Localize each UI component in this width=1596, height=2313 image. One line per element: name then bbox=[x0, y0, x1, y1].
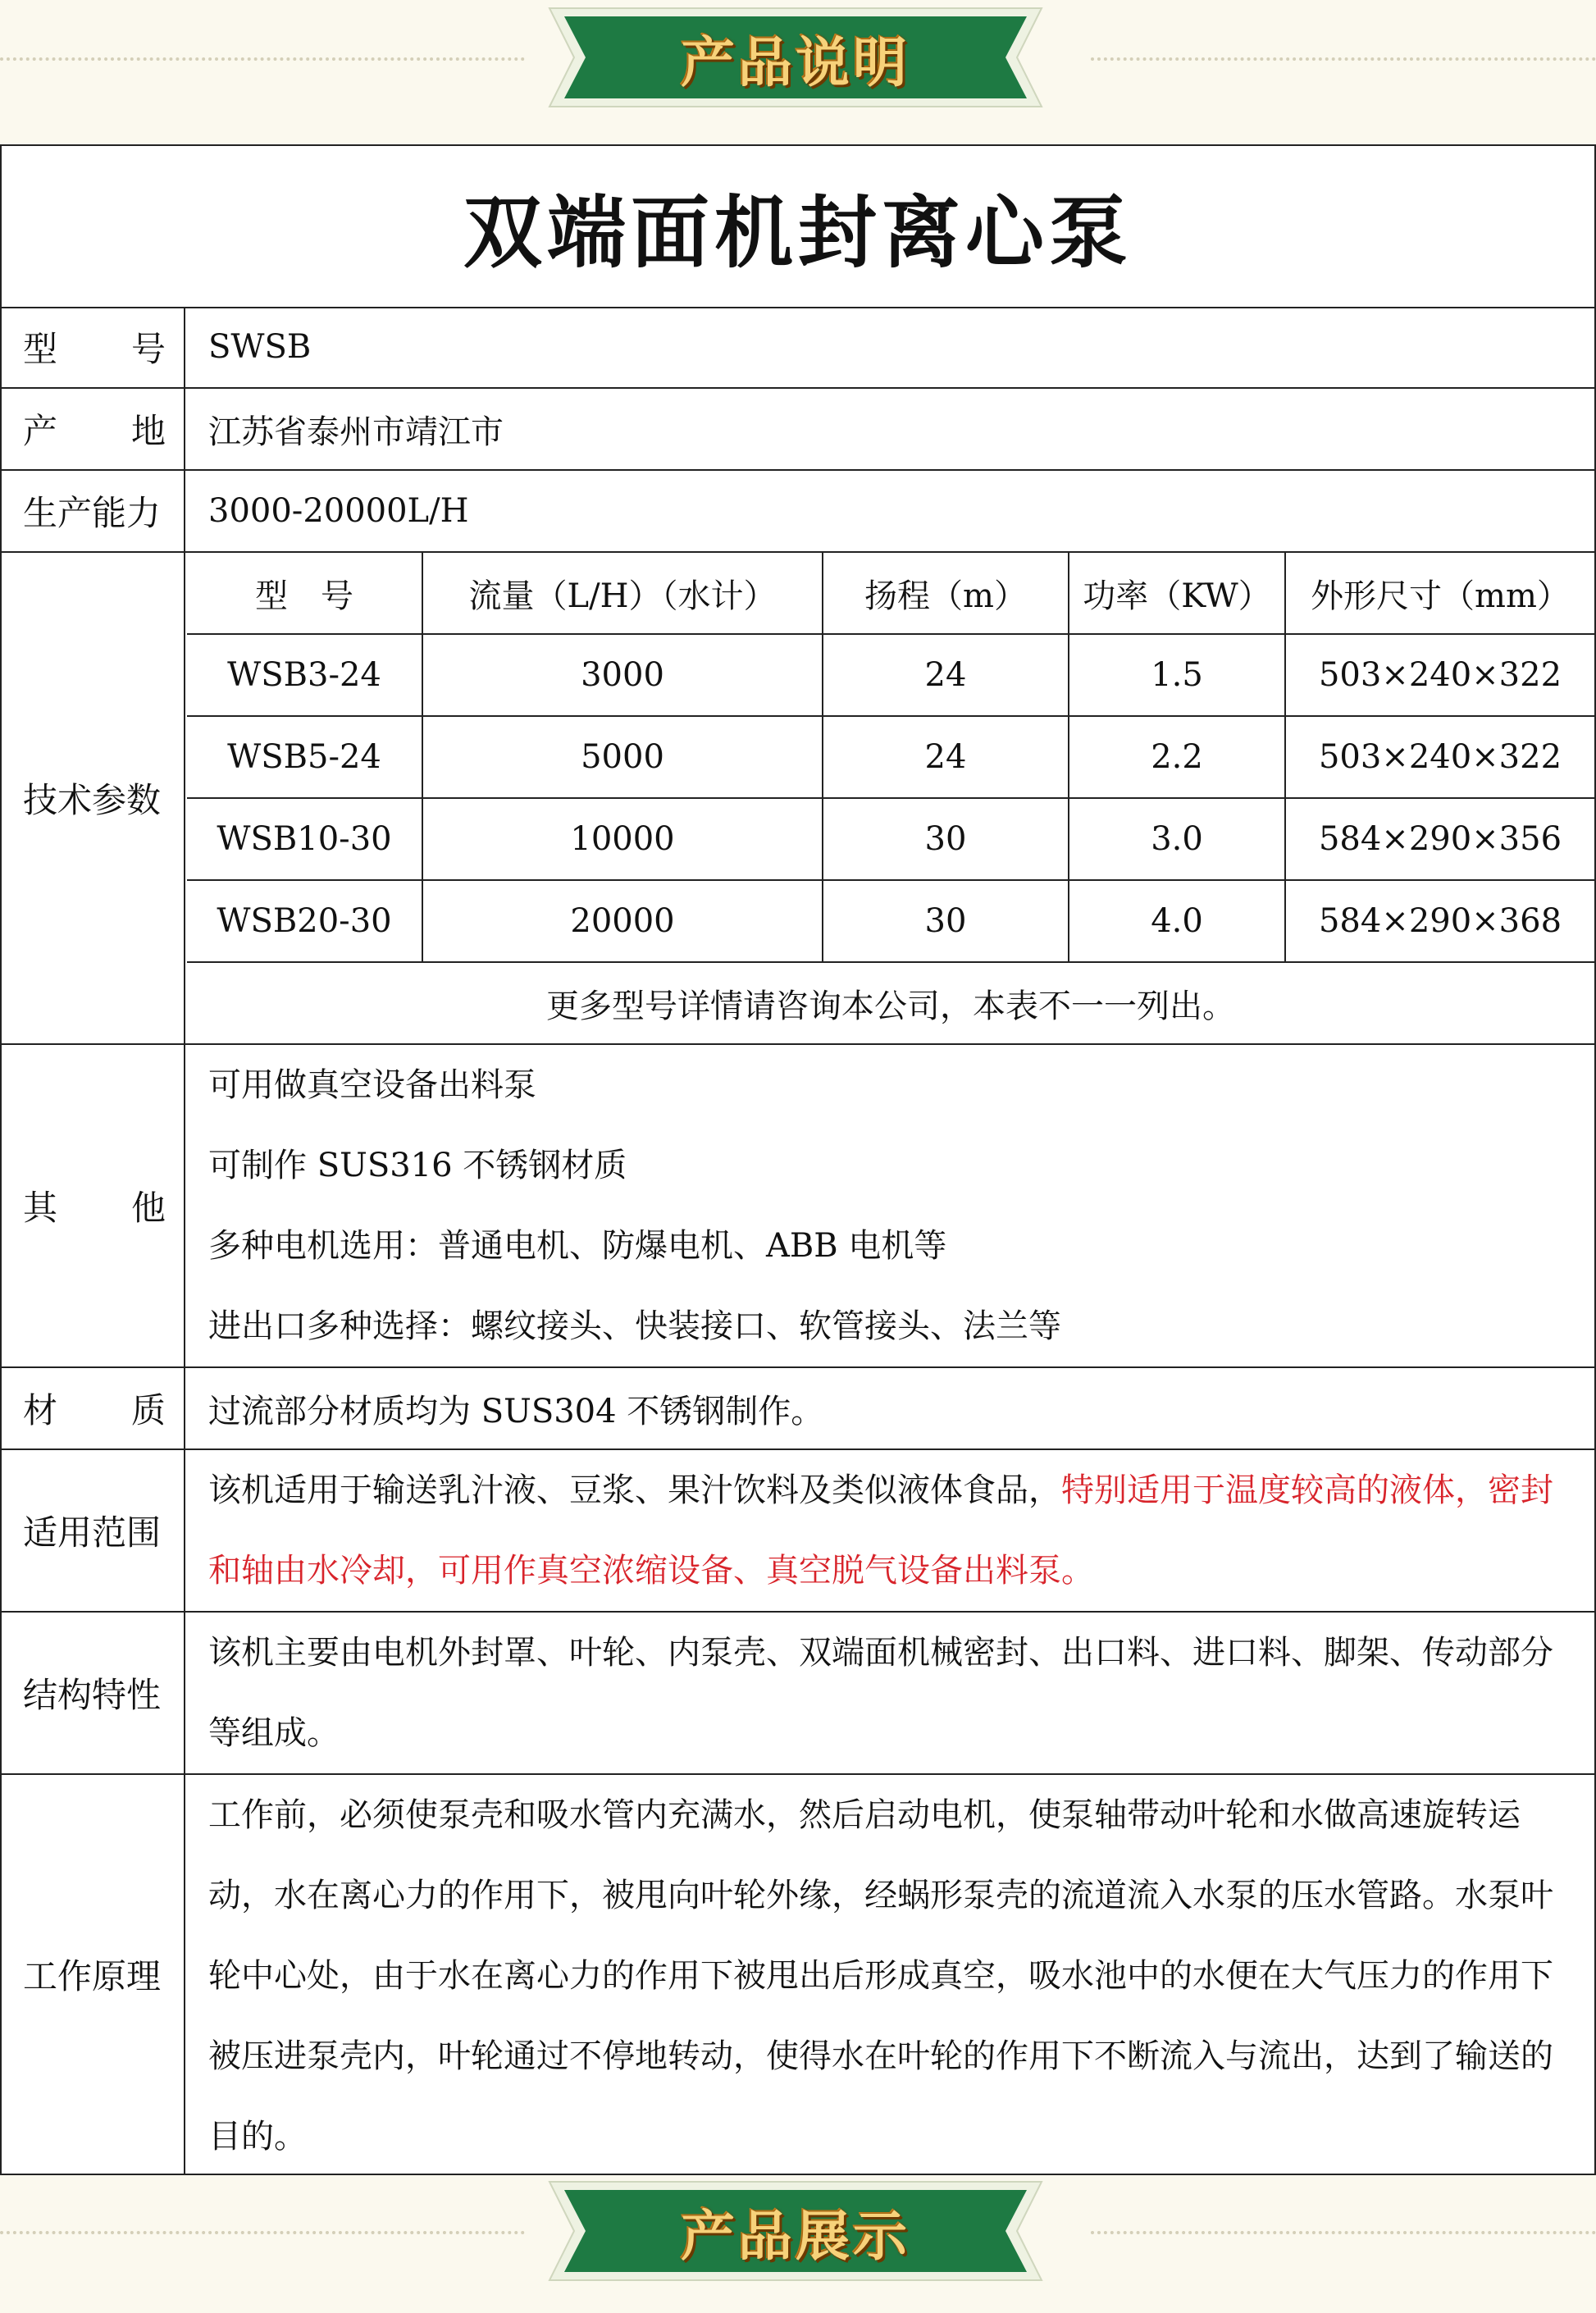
cell-flow: 10000 bbox=[423, 799, 823, 879]
other-label: 其他 bbox=[2, 1045, 185, 1366]
cell-flow: 20000 bbox=[423, 881, 823, 961]
specs-table bbox=[187, 553, 1594, 1043]
cell-power: 2.2 bbox=[1069, 717, 1286, 797]
scope-text bbox=[187, 1450, 1594, 1611]
banner-title-product-description: 产品说明 bbox=[681, 30, 910, 94]
cell-head: 24 bbox=[823, 635, 1069, 715]
row-structure bbox=[2, 1613, 1594, 1775]
origin-value: 江苏省泰州市靖江市 bbox=[208, 413, 504, 451]
table-row bbox=[187, 635, 1594, 717]
dotted-divider-left bbox=[0, 57, 525, 61]
scope-text-highlight: 特别适用于温度较高的液体，密封和轴由水冷却，可用作真空浓缩设备、真空脱气设备出料泵。 bbox=[208, 1471, 1553, 1590]
row-model bbox=[2, 307, 1594, 389]
cell-head: 30 bbox=[823, 799, 1069, 879]
row-origin bbox=[2, 389, 1594, 471]
row-material bbox=[2, 1368, 1594, 1450]
banner-title-product-showcase: 产品展示 bbox=[681, 2204, 910, 2268]
model-label: 型号 bbox=[2, 307, 185, 387]
list-item: 多种电机选用：普通电机、防爆电机、ABB 电机等 bbox=[208, 1227, 947, 1265]
header-flow: 流量（L/H）（水计） bbox=[423, 553, 823, 633]
principle-text: 工作前，必须使泵壳和吸水管内充满水，然后启动电机，使泵轴带动叶轮和水做高速旋转运动，水在离心力的作用下，被甩向叶轮外缘，经蜗形泵壳的流道流入水泵的压水管路。水泵叶轮中心处，由于水在离心力的作用下被甩出后形成真空，吸水池中的水便在大气压力的作用下被压进泵壳内，叶轮通过不停地转动，使得水在叶轮的作用下不断流入与流出，达到了输送的目的。 bbox=[208, 1796, 1553, 2156]
row-technical-params bbox=[2, 553, 1594, 1045]
header-head: 扬程（m） bbox=[823, 553, 1069, 633]
list-item: 可制作 SUS316 不锈钢材质 bbox=[208, 1147, 627, 1184]
specs-label: 技术参数 bbox=[2, 553, 185, 1043]
cell-head: 30 bbox=[823, 881, 1069, 961]
list-item: 进出口多种选择：螺纹接头、快装接口、软管接头、法兰等 bbox=[208, 1307, 1061, 1345]
scope-label: 适用范围 bbox=[2, 1450, 185, 1611]
row-principle bbox=[2, 1775, 1594, 2174]
product-spec-table bbox=[0, 144, 1596, 2175]
capacity-value: 3000-20000L/H bbox=[208, 492, 469, 530]
cell-model: WSB10-30 bbox=[187, 799, 423, 879]
table-row bbox=[187, 881, 1594, 963]
dotted-divider-right bbox=[1091, 2231, 1596, 2234]
cell-flow: 3000 bbox=[423, 635, 823, 715]
cell-head: 24 bbox=[823, 717, 1069, 797]
specs-header-row bbox=[187, 553, 1594, 635]
product-title: 双端面机封离心泵 bbox=[2, 146, 1594, 308]
cell-model: WSB5-24 bbox=[187, 717, 423, 797]
cell-dimensions: 584×290×368 bbox=[1318, 902, 1562, 940]
cell-model: WSB3-24 bbox=[187, 635, 423, 715]
row-other bbox=[2, 1045, 1594, 1368]
bottom-banner bbox=[0, 2174, 1596, 2288]
cell-flow: 5000 bbox=[423, 717, 823, 797]
scope-text-normal: 该机适用于输送乳汁液、豆浆、果汁饮料及类似液体食品， bbox=[208, 1471, 1061, 1509]
cell-power: 1.5 bbox=[1069, 635, 1286, 715]
material-label: 材质 bbox=[2, 1368, 185, 1448]
header-dimensions: 外形尺寸（mm） bbox=[1311, 577, 1570, 615]
top-banner bbox=[0, 0, 1596, 115]
specs-note: 更多型号详情请咨询本公司，本表不一一列出。 bbox=[546, 987, 1235, 1025]
table-row bbox=[187, 717, 1594, 799]
header-model: 型 号 bbox=[187, 553, 423, 633]
dotted-divider-left bbox=[0, 2231, 525, 2234]
row-scope bbox=[2, 1450, 1594, 1613]
material-value: 过流部分材质均为 SUS304 不锈钢制作。 bbox=[208, 1392, 824, 1430]
table-row bbox=[187, 799, 1594, 881]
cell-dimensions: 503×240×322 bbox=[1318, 656, 1562, 694]
model-value: SWSB bbox=[208, 328, 312, 366]
cell-dimensions: 503×240×322 bbox=[1318, 738, 1562, 776]
principle-label: 工作原理 bbox=[2, 1775, 185, 2174]
structure-label: 结构特性 bbox=[2, 1613, 185, 1773]
other-list bbox=[187, 1045, 1594, 1366]
header-power: 功率（KW） bbox=[1069, 553, 1286, 633]
structure-text: 该机主要由电机外封罩、叶轮、内泵壳、双端面机械密封、出口料、进口料、脚架、传动部分等组成。 bbox=[208, 1634, 1553, 1752]
list-item: 可用做真空设备出料泵 bbox=[208, 1066, 536, 1104]
cell-power: 3.0 bbox=[1069, 799, 1286, 879]
cell-dimensions: 584×290×356 bbox=[1318, 820, 1562, 858]
cell-model: WSB20-30 bbox=[187, 881, 423, 961]
capacity-label: 生产能力 bbox=[2, 471, 185, 551]
cell-power: 4.0 bbox=[1069, 881, 1286, 961]
origin-label: 产地 bbox=[2, 389, 185, 469]
dotted-divider-right bbox=[1091, 57, 1596, 61]
row-capacity bbox=[2, 471, 1594, 553]
